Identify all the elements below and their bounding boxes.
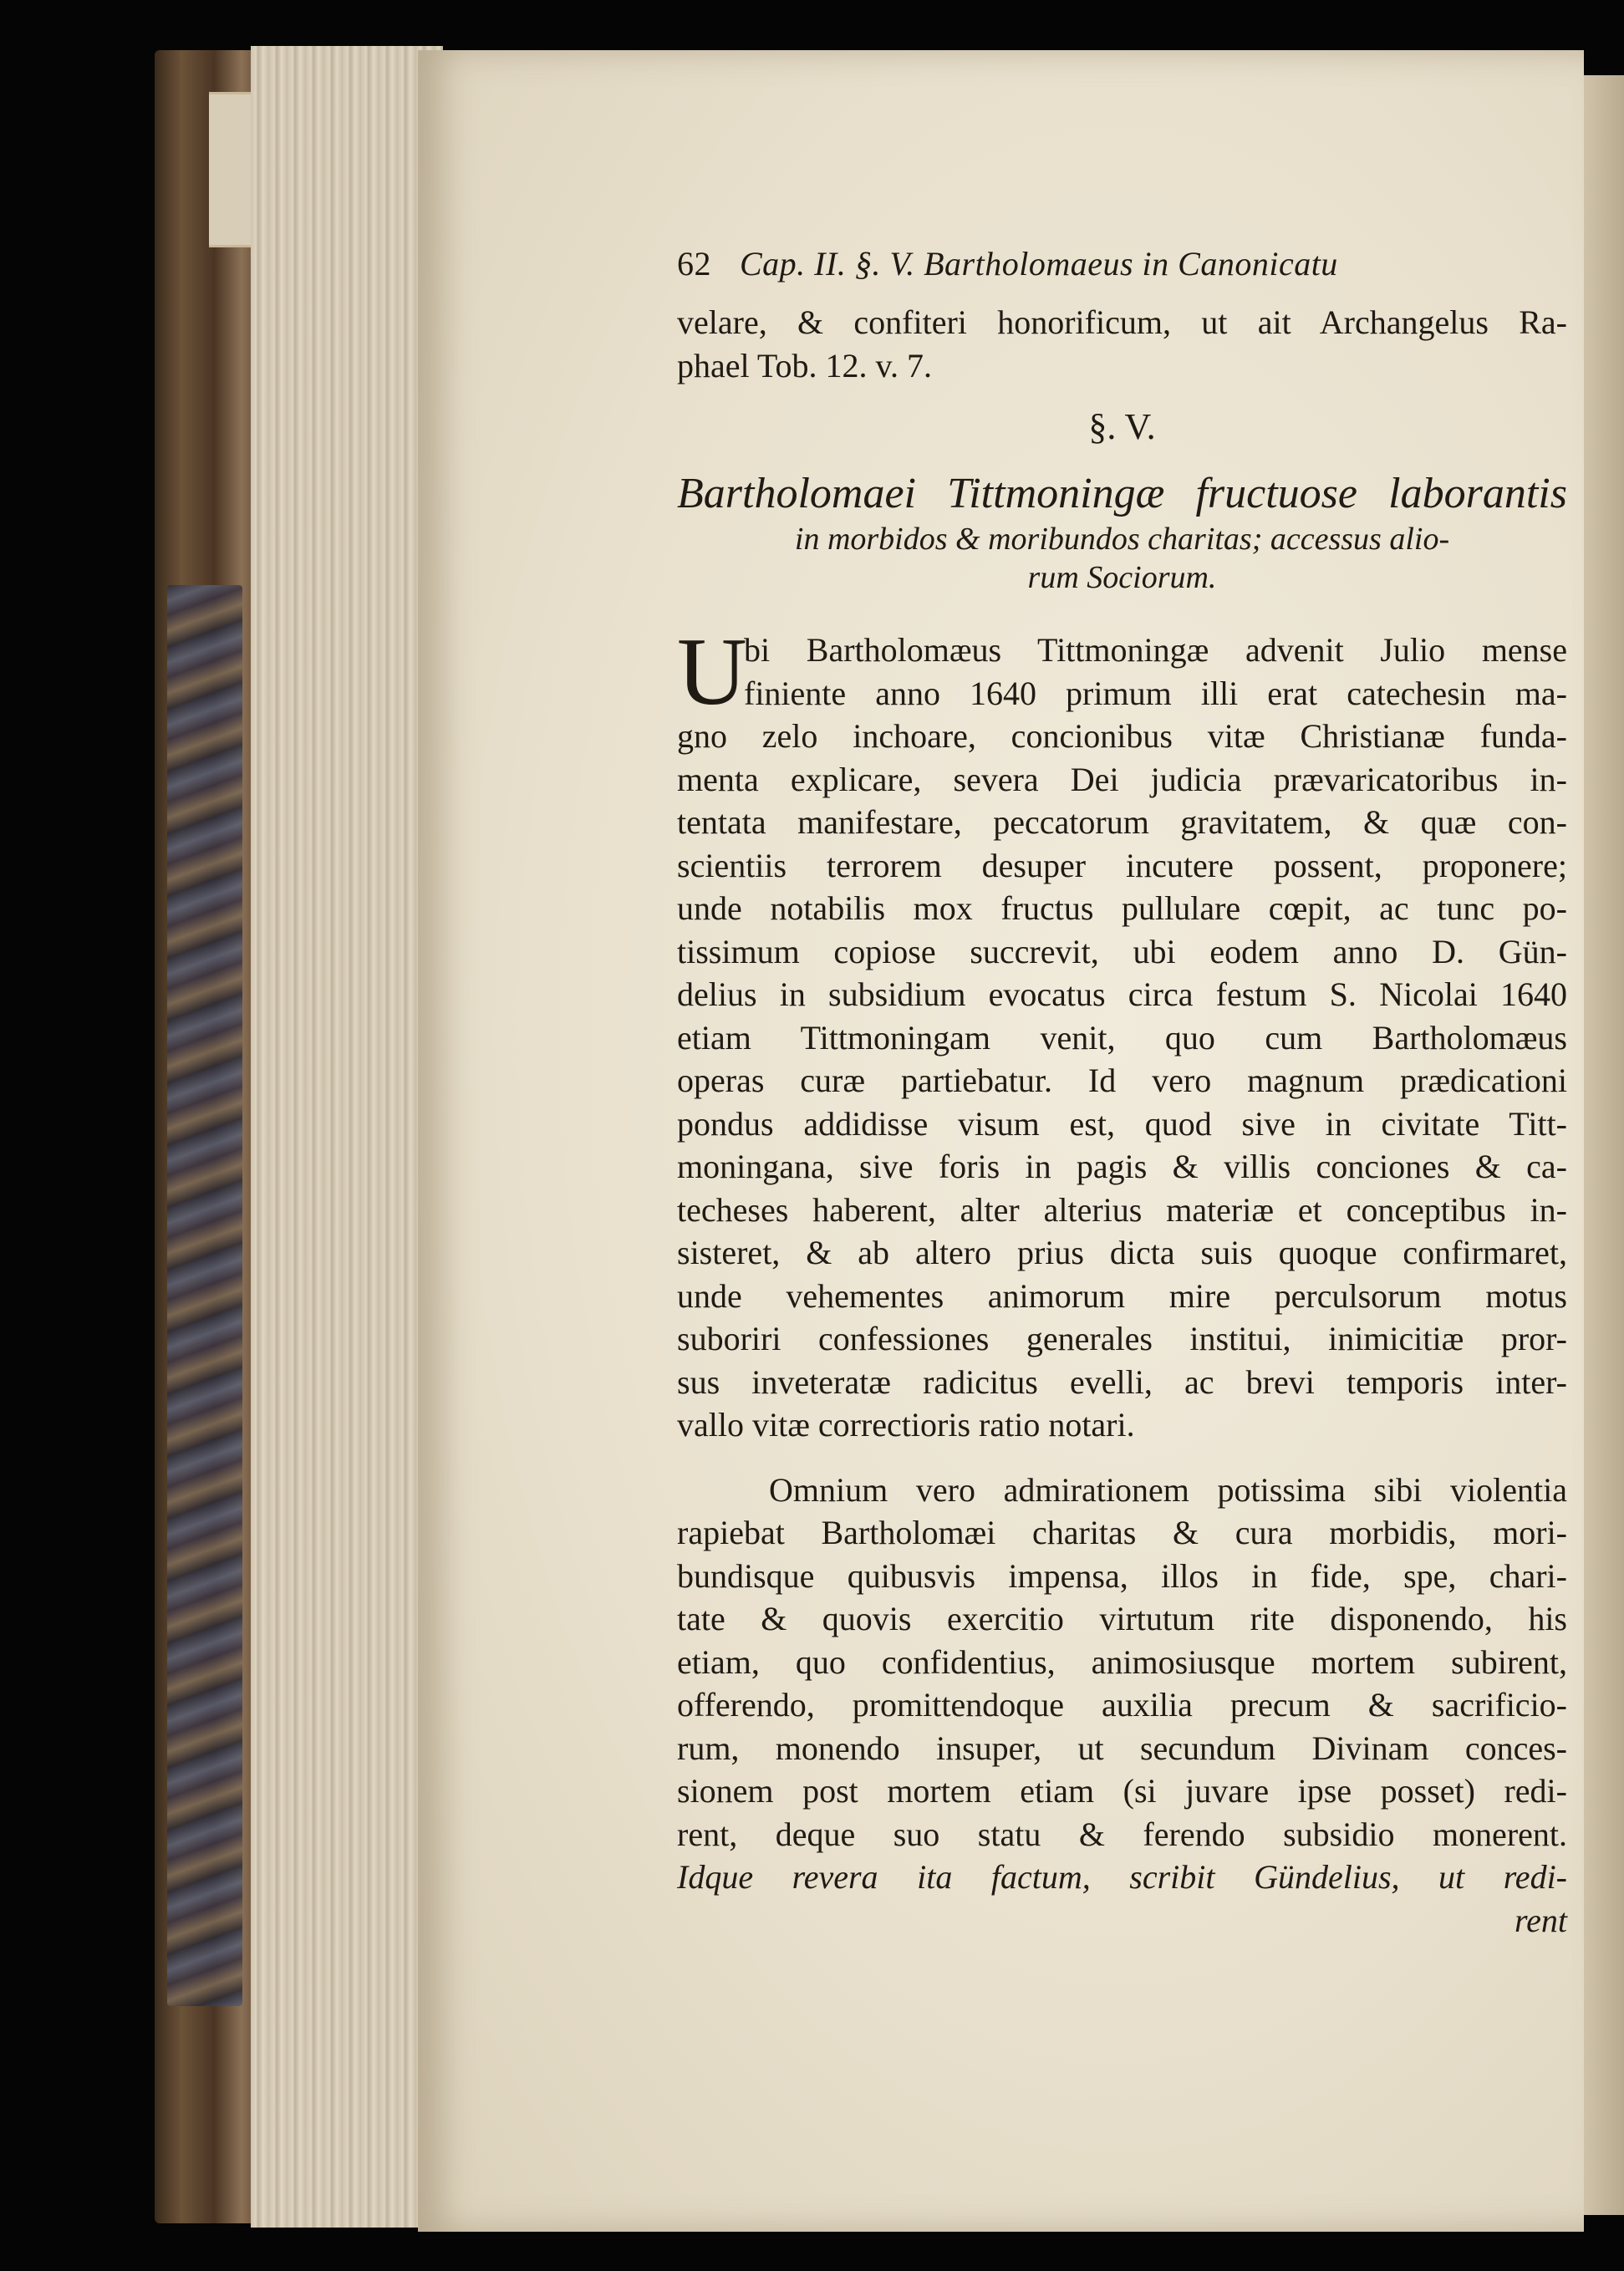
page-text [677,242,1567,1942]
page-edges [251,46,443,2228]
heading-line: Bartholomaei Tittmoningæ fructuose laborantis [677,470,1567,517]
text-line: sionem post mortem etiam (si juvare ipse posset) redi- [677,1772,1567,1810]
text-line: etiam Tittmoningam venit, quo cum Bartholomæus [677,1018,1567,1057]
page-right-edge [1584,75,1624,2215]
heading-line: rum Sociorum. [1027,560,1217,595]
text-line: bi Bartholomæus Tittmoningæ advenit Julio mense [744,631,1567,669]
section-heading [677,468,1567,597]
text-line: moningana, sive foris in pagis & villis conciones & ca- [677,1148,1567,1185]
text-line: tate & quovis exercitio virtutum rite disponendo, his [677,1600,1567,1637]
catchword: rent [1515,1901,1567,1939]
text-line: unde vehementes animorum mire perculsorum motus [677,1276,1567,1315]
paragraph-1 [677,619,1567,1447]
text-line: bundisque quibusvis impensa, illos in fide, spe, chari- [677,1556,1567,1595]
text-line: vallo vitæ correctioris ratio notari. [677,1406,1135,1444]
text-line: rum, monendo insuper, ut secundum Divinam conces- [677,1729,1567,1767]
text-line: rent, deque suo statu & ferendo subsidio monerent. [677,1815,1567,1853]
text-line: techeses haberent, alter alterius materiæ et conceptibus in- [677,1190,1567,1229]
text-line: Omnium vero admirationem potissima sibi violentia [769,1470,1567,1509]
text-line: tentata manifestare, peccatorum gravitatem, & quæ con- [677,803,1567,841]
text-line: pondus addidisse visum est, quod sive in civitate Titt- [677,1104,1567,1143]
text-line: gno zelo inchoare, concionibus vitæ Christianæ funda- [677,717,1567,755]
text-line: etiam, quo confidentius, animosiusque mortem subirent, [677,1642,1567,1681]
text-line: rapiebat Bartholomæi charitas & cura morbidis, mori- [677,1514,1567,1551]
intro-text [677,301,1567,387]
section-mark: §. V. [1088,406,1156,447]
running-head [677,242,1567,286]
text-line: sus inveteratæ radicitus evelli, ac brevi temporis inter- [677,1362,1567,1401]
text-line: suboriri confessiones generales institui, inimicitiæ pror- [677,1320,1567,1357]
drop-cap: U [677,619,747,726]
text-line: operas curæ partiebatur. Id vero magnum prædicationi [677,1062,1567,1099]
paragraph-2 [677,1469,1567,1943]
text-line: finiente anno 1640 primum illi erat catechesin ma- [744,674,1567,712]
text-line: scientiis terrorem desuper incutere possent, proponere; [677,846,1567,884]
text-line: Idque revera ita factum, scribit Gündelius, ut redi- [677,1858,1567,1896]
page-number: 62 [677,245,711,283]
text-line: phael Tob. 12. v. 7. [677,346,932,384]
text-line: velare, & confiteri honorificum, ut ait Archangelus Ra- [677,303,1567,341]
text-line: unde notabilis mox fructus pullulare cœpit, ac tunc po- [677,889,1567,927]
text-line: tissimum copiose succrevit, ubi eodem anno D. Gün- [677,932,1567,970]
text-line: delius in subsidium evocatus circa festum S. Nicolai 1640 [677,975,1567,1013]
marbled-cover-paper [167,585,242,2006]
text-line: sisteret, & ab altero prius dicta suis quoque confirmaret, [677,1234,1567,1271]
heading-line: in morbidos & moribundos charitas; accessus alio- [794,522,1450,557]
running-title: Cap. II. §. V. Bartholomaeus in Canonicatu [740,245,1338,283]
text-line: menta explicare, severa Dei judicia prævaricatoribus in- [677,760,1567,798]
text-line: offerendo, promittendoque auxilia precum & sacrificio- [677,1686,1567,1724]
